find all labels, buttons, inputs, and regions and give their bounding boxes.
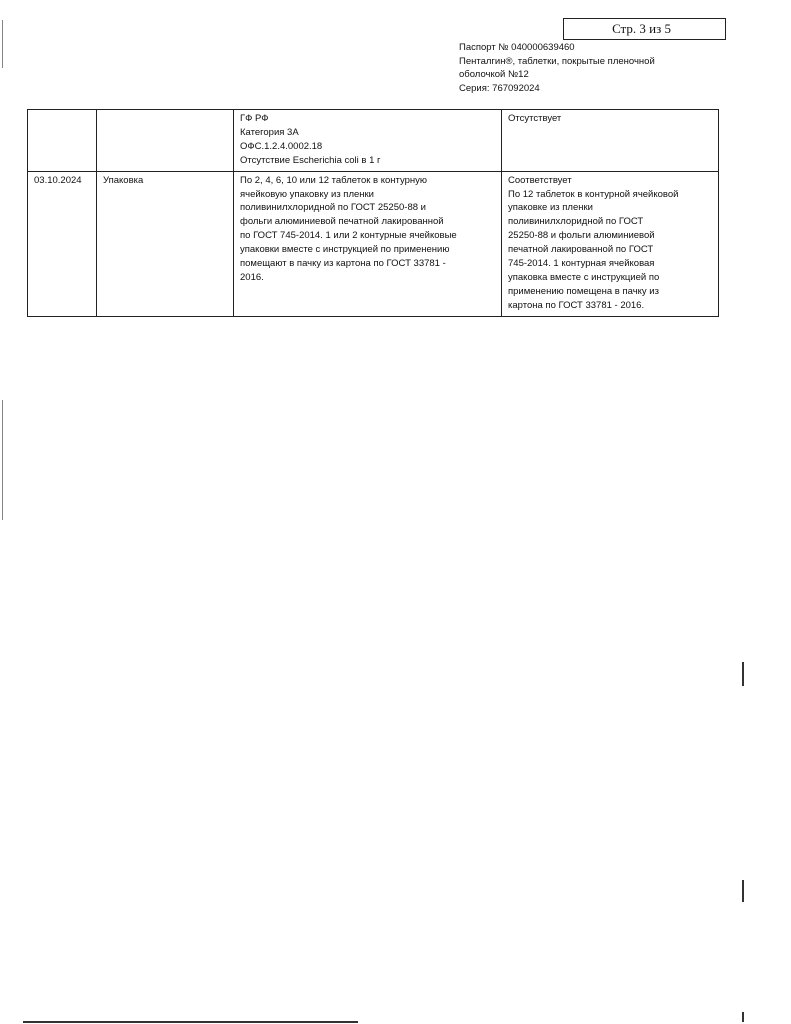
- result-cell-line: упаковка вместе с инструкцией по: [508, 271, 660, 283]
- bottom-rule: [23, 1021, 358, 1023]
- result-cell-line: 745-2014. 1 контурная ячейковая: [508, 258, 655, 270]
- passport-number: Паспорт № 040000639460: [459, 42, 575, 53]
- result-cell-line: упаковке из пленки: [508, 202, 593, 214]
- result-cell-line: картона по ГОСТ 33781 - 2016.: [508, 299, 645, 311]
- result-cell-line: поливинилхлоридной по ГОСТ: [508, 216, 644, 228]
- requirement-cell: [234, 110, 502, 172]
- scan-mark: [742, 880, 744, 902]
- scan-mark: [742, 662, 744, 686]
- result-cell-line: применению помещена в пачку из: [508, 285, 659, 297]
- scan-mark: [2, 400, 3, 520]
- requirement-cell-line: помещают в пачку из картона по ГОСТ 33781 -: [240, 258, 446, 270]
- scan-mark: [2, 20, 3, 68]
- table-row: [28, 171, 719, 316]
- parameter-cell: [97, 110, 234, 172]
- product-name-line-1: Пенталгин®, таблетки, покрытые пленочной: [459, 55, 655, 67]
- table-row: [28, 110, 719, 172]
- page-counter: Стр. 3 из 5: [563, 18, 726, 40]
- requirement-cell-line: фольги алюминиевой печатной лакированной: [240, 216, 444, 228]
- parameter-cell: Упаковка: [97, 171, 234, 316]
- requirement-cell-line: ячейковую упаковку из пленки: [240, 188, 374, 200]
- requirement-cell-line: ГФ РФ: [240, 113, 269, 124]
- requirement-cell-line: по ГОСТ 745-2014. 1 или 2 контурные ячейковые: [240, 230, 457, 242]
- result-cell-line: печатной лакированной по ГОСТ: [508, 244, 654, 256]
- result-cell-line: Соответствует: [508, 174, 572, 186]
- requirement-cell-line: ОФС.1.2.4.0002.18: [240, 140, 323, 152]
- requirement-cell-line: 2016.: [240, 271, 264, 283]
- requirement-cell-line: Категория 3А: [240, 126, 299, 138]
- result-cell: [502, 110, 719, 172]
- result-cell: [502, 171, 719, 316]
- result-cell-line: Отсутствует: [508, 113, 562, 124]
- requirement-cell: [234, 171, 502, 316]
- analysis-table: [27, 109, 719, 317]
- requirement-cell-line: поливинилхлоридной по ГОСТ 25250-88 и: [240, 202, 426, 214]
- result-cell-line: По 12 таблеток в контурной ячейковой: [508, 188, 679, 200]
- date-cell: 03.10.2024: [28, 171, 97, 316]
- product-name-line-2: оболочкой №12: [459, 69, 529, 80]
- document-header: [459, 41, 699, 95]
- requirement-cell-line: По 2, 4, 6, 10 или 12 таблеток в контурную: [240, 174, 428, 186]
- requirement-cell-line: Отсутствие Escherichia coli в 1 г: [240, 154, 381, 166]
- scan-mark: [742, 1012, 744, 1022]
- result-cell-line: 25250-88 и фольги алюминиевой: [508, 230, 655, 242]
- date-cell: [28, 110, 97, 172]
- requirement-cell-line: упаковки вместе с инструкцией по применению: [240, 244, 450, 256]
- series-number: Серия: 767092024: [459, 82, 540, 94]
